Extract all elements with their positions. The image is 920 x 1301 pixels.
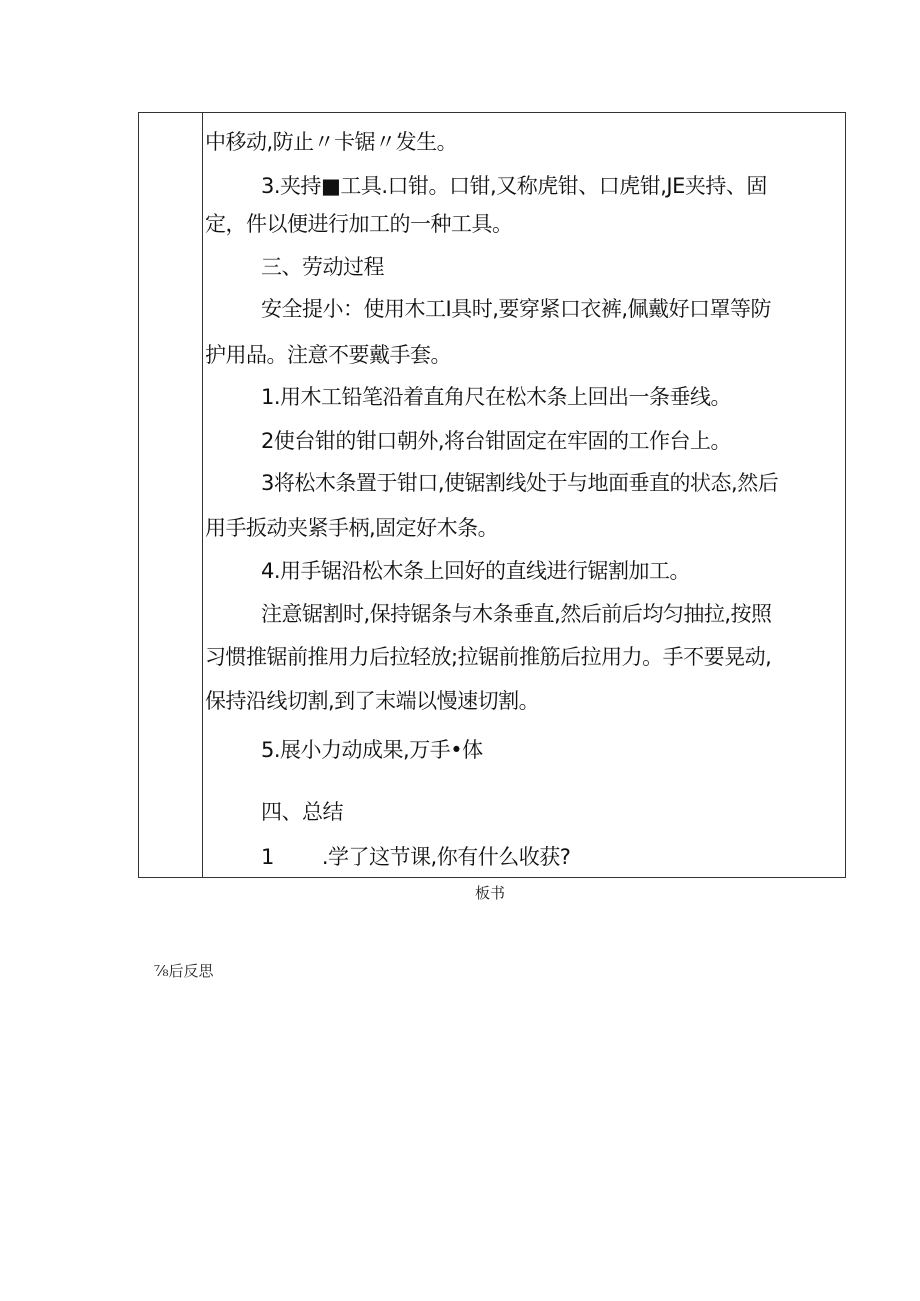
reflection-caption: ⅞后反思 <box>154 962 214 980</box>
table-content-cell <box>203 113 845 877</box>
section-heading-summary: 四、总结 <box>261 800 343 824</box>
board-caption: 板书 <box>475 884 506 902</box>
text-line-2: 3.夹持■工具.口钳。口钳,又称虎钳、口虎钳,JE夹持、固 <box>261 174 767 198</box>
note-sawing-cont-1: 习惯推锯前推用力后拉轻放;拉锯前推筋后拉用力。手不要晃动, <box>205 645 772 669</box>
note-sawing: 注意锯割时,保持锯条与木条垂直,然后前后均匀抽拉,按照 <box>261 602 772 626</box>
note-sawing-cont-2: 保持沿线切割,到了末端以慢速切割。 <box>205 689 540 713</box>
text-line-3: 定，件以便进行加工的一种工具。 <box>205 212 513 236</box>
summary-question-text: .学了这节课,你有什么收获? <box>321 845 571 869</box>
step-3: 3将松木条置于钳口,使锯割线处于与地面垂直的状态,然后 <box>261 471 779 495</box>
step-2: 2使台钳的钳口朝外,将台钳固定在牢固的工作台上。 <box>261 429 732 453</box>
table-left-column <box>139 113 203 877</box>
step-5: 5.展小力动成果,万手•体 <box>261 738 483 762</box>
section-heading-process: 三、劳动过程 <box>261 255 384 279</box>
summary-question <box>261 844 570 870</box>
text-line-safety-cont: 护用品。注意不要戴手套。 <box>205 343 451 367</box>
step-1: 1.用木工铅笔沿着直角尺在松木条上回出一条垂线。 <box>261 385 732 409</box>
step-3-cont: 用手扳动夹紧手柄,固定好木条。 <box>205 516 499 540</box>
lesson-table <box>138 112 846 878</box>
summary-question-number: 1 <box>261 845 274 869</box>
text-line-1: 中移动,防止〃卡锯〃发生。 <box>205 130 458 154</box>
step-4: 4.用手锯沿松木条上回好的直线进行锯割加工。 <box>261 559 691 583</box>
text-line-safety: 安全提小：使用木工I具时,要穿紧口衣裤,佩戴好口罩等防 <box>261 297 772 321</box>
